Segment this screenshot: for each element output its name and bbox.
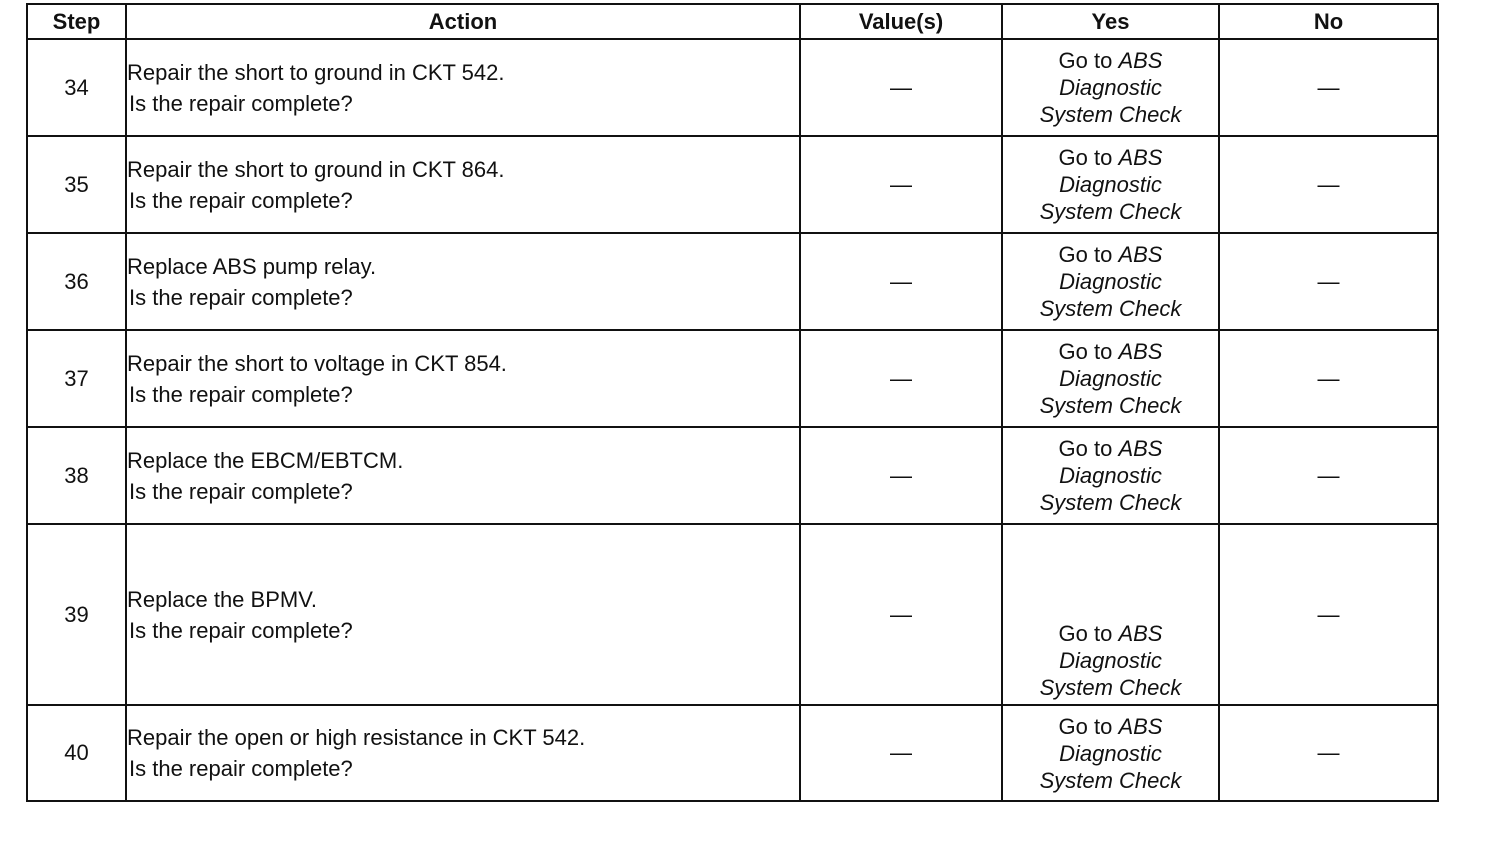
diagnostic-table xyxy=(26,3,1439,802)
yes-link-diagnostic[interactable]: Diagnostic xyxy=(1059,75,1162,100)
yes-prefix: Go to xyxy=(1058,48,1119,73)
no-cell: — xyxy=(1219,233,1438,330)
yes-link-system-check[interactable]: System Check xyxy=(1039,490,1182,515)
action-question: Is the repair complete? xyxy=(129,617,353,643)
yes-link-system-check[interactable]: System Check xyxy=(1039,393,1182,418)
yes-prefix: Go to xyxy=(1058,242,1119,267)
header-no: No xyxy=(1219,4,1438,39)
yes-link-system-check[interactable]: System Check xyxy=(1039,296,1182,321)
header-action: Action xyxy=(126,4,800,39)
table-row xyxy=(27,39,1438,136)
action-question: Is the repair complete? xyxy=(129,90,353,116)
yes-link-diagnostic[interactable]: Diagnostic xyxy=(1059,648,1162,673)
table-row xyxy=(27,136,1438,233)
value-cell: — xyxy=(800,524,1002,705)
header-step: Step xyxy=(27,4,126,39)
action-question: Is the repair complete? xyxy=(129,478,353,504)
action-cell xyxy=(126,427,800,524)
yes-cell xyxy=(1002,330,1219,427)
step-number: 35 xyxy=(27,136,126,233)
table-row xyxy=(27,427,1438,524)
no-cell: — xyxy=(1219,705,1438,801)
value-cell: — xyxy=(800,136,1002,233)
value-cell: — xyxy=(800,233,1002,330)
action-cell xyxy=(126,524,800,705)
value-cell: — xyxy=(800,427,1002,524)
step-number: 40 xyxy=(27,705,126,801)
table-row xyxy=(27,705,1438,801)
yes-cell xyxy=(1002,136,1219,233)
yes-link-abs[interactable]: ABS xyxy=(1118,145,1163,170)
header-yes: Yes xyxy=(1002,4,1219,39)
action-instruction: Repair the short to ground in CKT 542. xyxy=(127,59,505,85)
yes-link-diagnostic[interactable]: Diagnostic xyxy=(1059,366,1162,391)
step-number: 38 xyxy=(27,427,126,524)
no-cell: — xyxy=(1219,427,1438,524)
table-row xyxy=(27,330,1438,427)
yes-link-abs[interactable]: ABS xyxy=(1118,48,1163,73)
yes-link-diagnostic[interactable]: Diagnostic xyxy=(1059,740,1162,766)
action-question: Is the repair complete? xyxy=(129,756,353,781)
step-number: 34 xyxy=(27,39,126,136)
no-cell: — xyxy=(1219,524,1438,705)
yes-prefix: Go to xyxy=(1058,145,1119,170)
step-number: 39 xyxy=(27,524,126,705)
action-instruction: Replace the EBCM/EBTCM. xyxy=(127,447,404,473)
value-cell: — xyxy=(800,705,1002,801)
action-instruction: Replace ABS pump relay. xyxy=(127,253,377,279)
yes-prefix: Go to xyxy=(1058,713,1119,739)
step-number: 37 xyxy=(27,330,126,427)
yes-cell xyxy=(1002,427,1219,524)
yes-link-abs[interactable]: ABS xyxy=(1118,713,1163,739)
yes-link-diagnostic[interactable]: Diagnostic xyxy=(1059,269,1162,294)
header-row xyxy=(27,4,1438,39)
yes-link-system-check[interactable]: System Check xyxy=(1039,102,1182,127)
yes-link-abs[interactable]: ABS xyxy=(1118,242,1163,267)
action-question: Is the repair complete? xyxy=(129,187,353,213)
yes-prefix: Go to xyxy=(1058,339,1119,364)
yes-prefix: Go to xyxy=(1058,621,1119,646)
no-cell: — xyxy=(1219,136,1438,233)
action-cell xyxy=(126,330,800,427)
yes-cell xyxy=(1002,524,1219,705)
action-cell xyxy=(126,705,800,801)
yes-cell xyxy=(1002,705,1219,801)
yes-link-abs[interactable]: ABS xyxy=(1118,436,1163,461)
table-row xyxy=(27,233,1438,330)
yes-link-system-check[interactable]: System Check xyxy=(1039,675,1182,700)
yes-link-diagnostic[interactable]: Diagnostic xyxy=(1059,172,1162,197)
yes-cell xyxy=(1002,39,1219,136)
header-values: Value(s) xyxy=(800,4,1002,39)
action-instruction: Repair the short to voltage in CKT 854. xyxy=(127,350,507,376)
action-question: Is the repair complete? xyxy=(129,381,353,407)
yes-link-system-check[interactable]: System Check xyxy=(1039,767,1182,793)
yes-link-system-check[interactable]: System Check xyxy=(1039,199,1182,224)
yes-link-abs[interactable]: ABS xyxy=(1118,621,1163,646)
no-cell: — xyxy=(1219,330,1438,427)
yes-link-diagnostic[interactable]: Diagnostic xyxy=(1059,463,1162,488)
yes-cell xyxy=(1002,233,1219,330)
action-instruction: Repair the short to ground in CKT 864. xyxy=(127,156,505,182)
yes-prefix: Go to xyxy=(1058,436,1119,461)
step-number: 36 xyxy=(27,233,126,330)
yes-link-abs[interactable]: ABS xyxy=(1118,339,1163,364)
action-cell xyxy=(126,136,800,233)
action-question: Is the repair complete? xyxy=(129,284,353,310)
action-instruction: Replace the BPMV. xyxy=(127,586,317,612)
value-cell: — xyxy=(800,330,1002,427)
action-cell xyxy=(126,233,800,330)
table-row xyxy=(27,524,1438,705)
value-cell: — xyxy=(800,39,1002,136)
no-cell: — xyxy=(1219,39,1438,136)
action-cell xyxy=(126,39,800,136)
action-instruction: Repair the open or high resistance in CKT 542. xyxy=(127,725,586,750)
